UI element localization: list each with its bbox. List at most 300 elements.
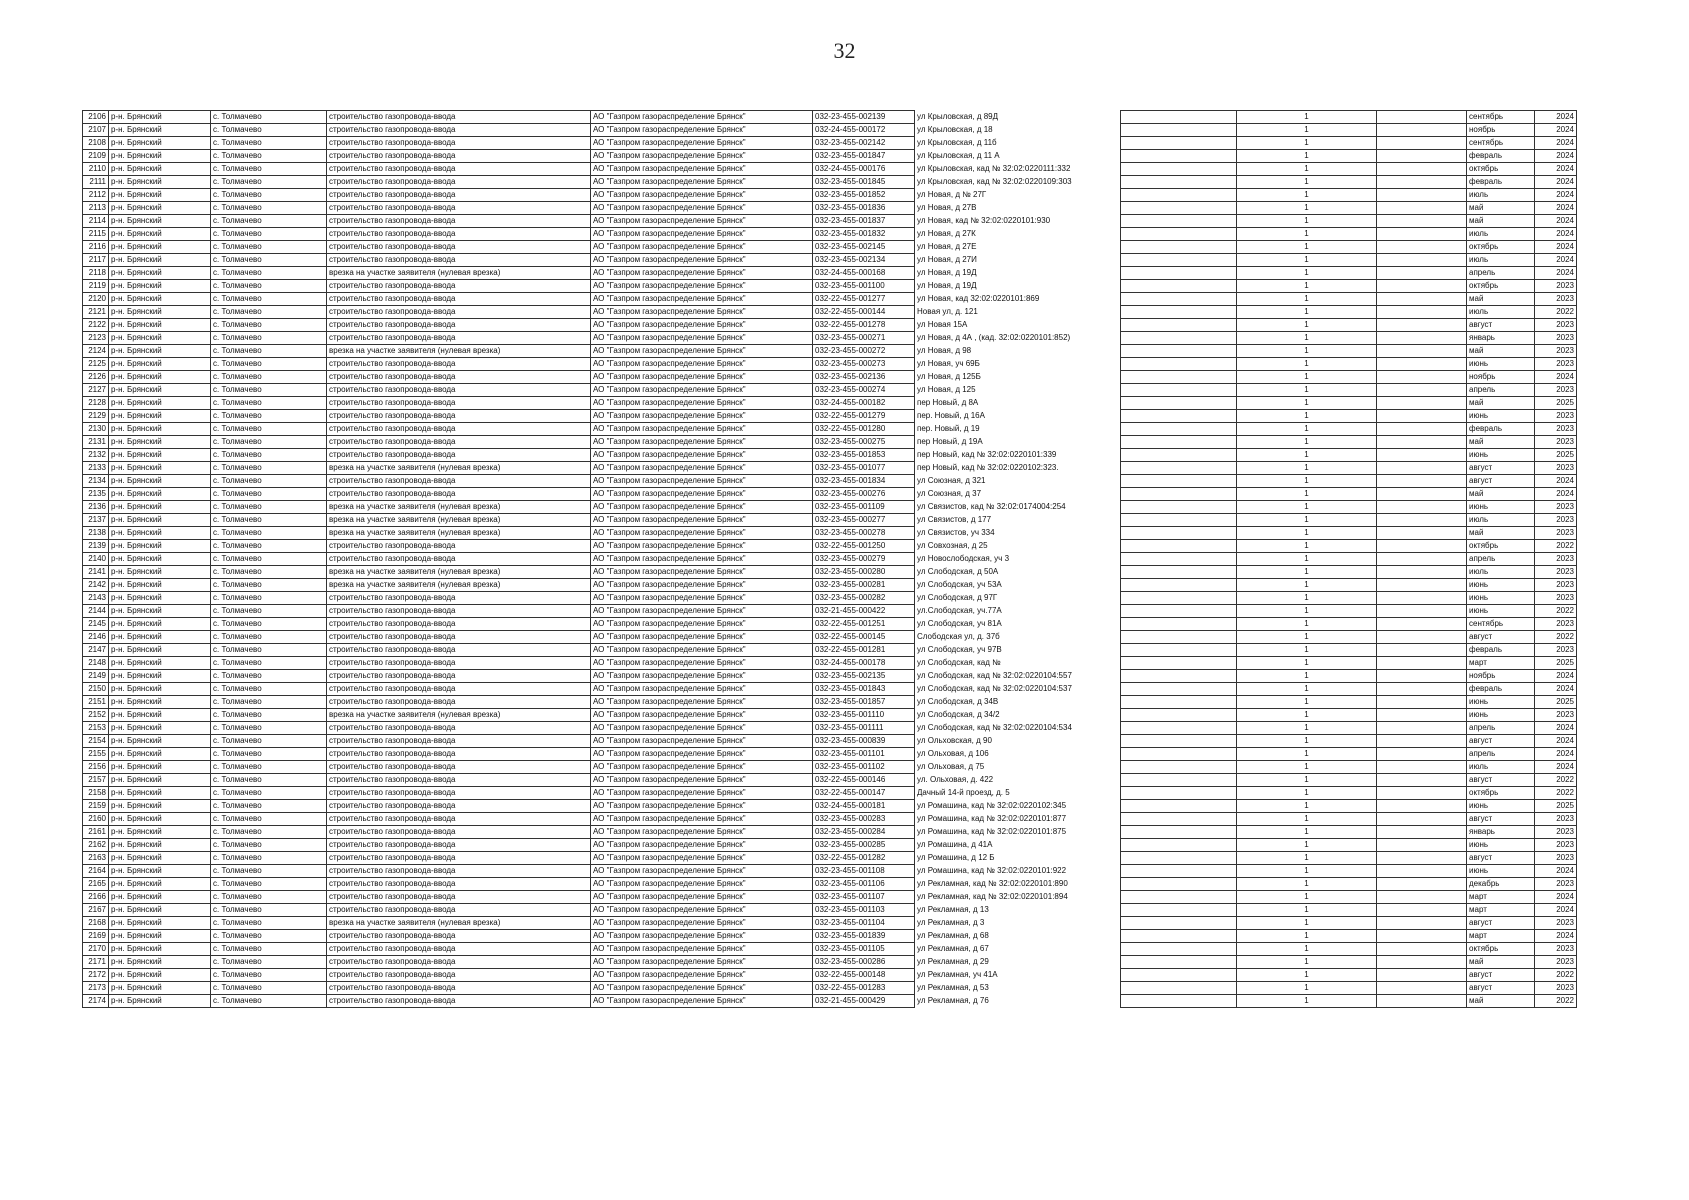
application-number-cell: 032-24-455-000168 xyxy=(813,267,915,280)
address-cell: ул Слободская, д 34В xyxy=(917,697,999,706)
work-type-cell: врезка на участке заявителя (нулевая врезка) xyxy=(327,267,591,280)
application-number-cell: 032-23-455-002135 xyxy=(813,670,915,683)
month-cell: март xyxy=(1467,657,1535,670)
locality-cell: с. Толмачево xyxy=(211,995,327,1008)
quantity-cell: 1 xyxy=(1237,215,1377,228)
locality-cell: с. Толмачево xyxy=(211,969,327,982)
year-cell: 2022 xyxy=(1535,540,1577,553)
application-number-cell: 032-23-455-001847 xyxy=(813,150,915,163)
blank-cell xyxy=(1121,475,1237,488)
month-cell: июль xyxy=(1467,228,1535,241)
row-number: 2117 xyxy=(83,254,109,267)
quantity-cell: 1 xyxy=(1237,696,1377,709)
blank-cell xyxy=(1121,566,1237,579)
month-cell: ноябрь xyxy=(1467,670,1535,683)
year-cell: 2024 xyxy=(1535,189,1577,202)
work-type-cell: врезка на участке заявителя (нулевая врезка) xyxy=(327,579,591,592)
blank-cell xyxy=(1121,449,1237,462)
locality-cell: с. Толмачево xyxy=(211,579,327,592)
month-cell: август xyxy=(1467,917,1535,930)
organization-cell: АО "Газпром газораспределение Брянск" xyxy=(591,436,813,449)
table-row xyxy=(83,540,1577,553)
work-type-cell: врезка на участке заявителя (нулевая врезка) xyxy=(327,462,591,475)
organization-cell: АО "Газпром газораспределение Брянск" xyxy=(591,163,813,176)
district-cell: р-н. Брянский xyxy=(109,865,211,878)
address-cell: ул Новая, д 19Д xyxy=(917,281,977,290)
blank-cell xyxy=(1377,644,1467,657)
blank-cell xyxy=(1121,969,1237,982)
year-cell: 2024 xyxy=(1535,891,1577,904)
organization-cell: АО "Газпром газораспределение Брянск" xyxy=(591,709,813,722)
month-cell: март xyxy=(1467,930,1535,943)
locality-cell: с. Толмачево xyxy=(211,982,327,995)
blank-cell xyxy=(1121,176,1237,189)
district-cell: р-н. Брянский xyxy=(109,280,211,293)
organization-cell: АО "Газпром газораспределение Брянск" xyxy=(591,345,813,358)
table-row xyxy=(83,358,1577,371)
month-cell: февраль xyxy=(1467,150,1535,163)
organization-cell: АО "Газпром газораспределение Брянск" xyxy=(591,540,813,553)
application-number-cell: 032-23-455-001857 xyxy=(813,696,915,709)
blank-cell xyxy=(1377,475,1467,488)
work-type-cell: строительство газопровода-ввода xyxy=(327,202,591,215)
quantity-cell: 1 xyxy=(1237,605,1377,618)
blank-cell xyxy=(1121,189,1237,202)
table-row xyxy=(83,631,1577,644)
work-type-cell: строительство газопровода-ввода xyxy=(327,787,591,800)
row-number: 2161 xyxy=(83,826,109,839)
blank-cell xyxy=(1377,943,1467,956)
quantity-cell: 1 xyxy=(1237,800,1377,813)
blank-cell xyxy=(1121,410,1237,423)
blank-cell xyxy=(1377,423,1467,436)
year-cell: 2024 xyxy=(1535,475,1577,488)
row-number: 2155 xyxy=(83,748,109,761)
organization-cell: АО "Газпром газораспределение Брянск" xyxy=(591,475,813,488)
table-row xyxy=(83,384,1577,397)
blank-cell xyxy=(1377,293,1467,306)
quantity-cell: 1 xyxy=(1237,943,1377,956)
blank-cell xyxy=(1377,592,1467,605)
application-number-cell: 032-23-455-002145 xyxy=(813,241,915,254)
district-cell: р-н. Брянский xyxy=(109,748,211,761)
year-cell: 2024 xyxy=(1535,215,1577,228)
month-cell: июль xyxy=(1467,514,1535,527)
blank-cell xyxy=(1377,865,1467,878)
organization-cell: АО "Газпром газораспределение Брянск" xyxy=(591,865,813,878)
application-number-cell: 032-23-455-001836 xyxy=(813,202,915,215)
blank-cell xyxy=(1121,852,1237,865)
year-cell: 2023 xyxy=(1535,553,1577,566)
blank-cell xyxy=(1377,150,1467,163)
row-number: 2130 xyxy=(83,423,109,436)
year-cell: 2023 xyxy=(1535,332,1577,345)
row-number: 2151 xyxy=(83,696,109,709)
work-type-cell: строительство газопровода-ввода xyxy=(327,124,591,137)
locality-cell: с. Толмачево xyxy=(211,410,327,423)
blank-cell xyxy=(1121,280,1237,293)
quantity-cell: 1 xyxy=(1237,176,1377,189)
month-cell: сентябрь xyxy=(1467,618,1535,631)
blank-cell xyxy=(1121,878,1237,891)
month-cell: февраль xyxy=(1467,644,1535,657)
blank-cell xyxy=(1121,735,1237,748)
row-number: 2119 xyxy=(83,280,109,293)
work-type-cell: строительство газопровода-ввода xyxy=(327,930,591,943)
row-number: 2122 xyxy=(83,319,109,332)
district-cell: р-н. Брянский xyxy=(109,111,211,124)
year-cell: 2023 xyxy=(1535,462,1577,475)
district-cell: р-н. Брянский xyxy=(109,839,211,852)
month-cell: май xyxy=(1467,202,1535,215)
quantity-cell: 1 xyxy=(1237,150,1377,163)
month-cell: август xyxy=(1467,774,1535,787)
blank-cell xyxy=(1121,215,1237,228)
table-row xyxy=(83,228,1577,241)
table-row xyxy=(83,332,1577,345)
blank-cell xyxy=(1121,124,1237,137)
application-number-cell: 032-24-455-000178 xyxy=(813,657,915,670)
table-row xyxy=(83,774,1577,787)
application-number-cell: 032-23-455-001108 xyxy=(813,865,915,878)
application-number-cell: 032-23-455-000275 xyxy=(813,436,915,449)
row-number: 2115 xyxy=(83,228,109,241)
table-row xyxy=(83,709,1577,722)
district-cell: р-н. Брянский xyxy=(109,943,211,956)
row-number: 2123 xyxy=(83,332,109,345)
organization-cell: АО "Газпром газораспределение Брянск" xyxy=(591,397,813,410)
year-cell: 2024 xyxy=(1535,930,1577,943)
work-type-cell: строительство газопровода-ввода xyxy=(327,878,591,891)
blank-cell xyxy=(1121,787,1237,800)
work-type-cell: строительство газопровода-ввода xyxy=(327,800,591,813)
table-row xyxy=(83,345,1577,358)
quantity-cell: 1 xyxy=(1237,995,1377,1008)
quantity-cell: 1 xyxy=(1237,124,1377,137)
month-cell: март xyxy=(1467,891,1535,904)
year-cell: 2024 xyxy=(1535,735,1577,748)
month-cell: август xyxy=(1467,813,1535,826)
district-cell: р-н. Брянский xyxy=(109,384,211,397)
year-cell: 2024 xyxy=(1535,241,1577,254)
organization-cell: АО "Газпром газораспределение Брянск" xyxy=(591,553,813,566)
address-cell: ул Слободская, уч 81А xyxy=(917,619,1002,628)
blank-cell xyxy=(1377,228,1467,241)
district-cell: р-н. Брянский xyxy=(109,735,211,748)
locality-cell: с. Толмачево xyxy=(211,670,327,683)
row-number: 2107 xyxy=(83,124,109,137)
table-row xyxy=(83,137,1577,150)
blank-cell xyxy=(1121,163,1237,176)
organization-cell: АО "Газпром газораспределение Брянск" xyxy=(591,813,813,826)
blank-cell xyxy=(1121,345,1237,358)
quantity-cell: 1 xyxy=(1237,761,1377,774)
year-cell: 2024 xyxy=(1535,683,1577,696)
locality-cell: с. Толмачево xyxy=(211,709,327,722)
application-number-cell: 032-23-455-002142 xyxy=(813,137,915,150)
year-cell: 2023 xyxy=(1535,319,1577,332)
month-cell: август xyxy=(1467,462,1535,475)
address-cell: ул Рекламная, кад № 32:02:0220101:894 xyxy=(917,892,1068,901)
table-row xyxy=(83,514,1577,527)
blank-cell xyxy=(1121,514,1237,527)
organization-cell: АО "Газпром газораспределение Брянск" xyxy=(591,995,813,1008)
blank-cell xyxy=(1121,254,1237,267)
row-number: 2163 xyxy=(83,852,109,865)
quantity-cell: 1 xyxy=(1237,501,1377,514)
table-row xyxy=(83,748,1577,761)
blank-cell xyxy=(1377,111,1467,124)
organization-cell: АО "Газпром газораспределение Брянск" xyxy=(591,852,813,865)
quantity-cell: 1 xyxy=(1237,137,1377,150)
blank-cell xyxy=(1377,774,1467,787)
work-type-cell: строительство газопровода-ввода xyxy=(327,813,591,826)
row-number: 2111 xyxy=(83,176,109,189)
district-cell: р-н. Брянский xyxy=(109,397,211,410)
year-cell: 2022 xyxy=(1535,605,1577,618)
work-type-cell: строительство газопровода-ввода xyxy=(327,358,591,371)
district-cell: р-н. Брянский xyxy=(109,826,211,839)
address-cell: ул Союзная, д 37 xyxy=(917,489,982,498)
quantity-cell: 1 xyxy=(1237,332,1377,345)
district-cell: р-н. Брянский xyxy=(109,475,211,488)
application-number-cell: 032-22-455-001281 xyxy=(813,644,915,657)
locality-cell: с. Толмачево xyxy=(211,150,327,163)
address-cell: ул Ромашина, д 12 Б xyxy=(917,853,995,862)
organization-cell: АО "Газпром газораспределение Брянск" xyxy=(591,579,813,592)
locality-cell: с. Толмачево xyxy=(211,280,327,293)
locality-cell: с. Толмачево xyxy=(211,137,327,150)
application-number-cell: 032-21-455-000422 xyxy=(813,605,915,618)
month-cell: октябрь xyxy=(1467,280,1535,293)
district-cell: р-н. Брянский xyxy=(109,202,211,215)
blank-cell xyxy=(1121,995,1237,1008)
blank-cell xyxy=(1121,241,1237,254)
locality-cell: с. Толмачево xyxy=(211,488,327,501)
year-cell: 2024 xyxy=(1535,111,1577,124)
month-cell: июль xyxy=(1467,761,1535,774)
application-number-cell: 032-23-455-001107 xyxy=(813,891,915,904)
blank-cell xyxy=(1121,605,1237,618)
table-row xyxy=(83,670,1577,683)
blank-cell xyxy=(1121,839,1237,852)
quantity-cell: 1 xyxy=(1237,644,1377,657)
work-type-cell: строительство газопровода-ввода xyxy=(327,423,591,436)
month-cell: октябрь xyxy=(1467,241,1535,254)
district-cell: р-н. Брянский xyxy=(109,527,211,540)
district-cell: р-н. Брянский xyxy=(109,241,211,254)
work-type-cell: строительство газопровода-ввода xyxy=(327,111,591,124)
month-cell: февраль xyxy=(1467,176,1535,189)
work-type-cell: строительство газопровода-ввода xyxy=(327,293,591,306)
quantity-cell: 1 xyxy=(1237,254,1377,267)
work-type-cell: строительство газопровода-ввода xyxy=(327,631,591,644)
blank-cell xyxy=(1377,878,1467,891)
application-number-cell: 032-23-455-001105 xyxy=(813,943,915,956)
application-number-cell: 032-23-455-001109 xyxy=(813,501,915,514)
row-number: 2153 xyxy=(83,722,109,735)
district-cell: р-н. Брянский xyxy=(109,176,211,189)
year-cell: 2024 xyxy=(1535,202,1577,215)
district-cell: р-н. Брянский xyxy=(109,332,211,345)
locality-cell: с. Толмачево xyxy=(211,501,327,514)
locality-cell: с. Толмачево xyxy=(211,592,327,605)
work-type-cell: строительство газопровода-ввода xyxy=(327,410,591,423)
blank-cell xyxy=(1377,540,1467,553)
work-type-cell: строительство газопровода-ввода xyxy=(327,995,591,1008)
district-cell: р-н. Брянский xyxy=(109,722,211,735)
address-cell: ул Слободская, д 97Г xyxy=(917,593,998,602)
year-cell: 2025 xyxy=(1535,657,1577,670)
table-row xyxy=(83,527,1577,540)
application-number-cell: 032-22-455-001278 xyxy=(813,319,915,332)
blank-cell xyxy=(1121,384,1237,397)
organization-cell: АО "Газпром газораспределение Брянск" xyxy=(591,761,813,774)
locality-cell: с. Толмачево xyxy=(211,748,327,761)
locality-cell: с. Толмачево xyxy=(211,956,327,969)
locality-cell: с. Толмачево xyxy=(211,423,327,436)
locality-cell: с. Толмачево xyxy=(211,475,327,488)
blank-cell xyxy=(1377,605,1467,618)
row-number: 2113 xyxy=(83,202,109,215)
month-cell: июль xyxy=(1467,306,1535,319)
district-cell: р-н. Брянский xyxy=(109,800,211,813)
year-cell: 2023 xyxy=(1535,917,1577,930)
district-cell: р-н. Брянский xyxy=(109,267,211,280)
row-number: 2131 xyxy=(83,436,109,449)
row-number: 2127 xyxy=(83,384,109,397)
work-type-cell: строительство газопровода-ввода xyxy=(327,488,591,501)
row-number: 2109 xyxy=(83,150,109,163)
quantity-cell: 1 xyxy=(1237,319,1377,332)
blank-cell xyxy=(1121,748,1237,761)
month-cell: май xyxy=(1467,397,1535,410)
address-cell: ул Связистов, кад № 32:02:0174004:254 xyxy=(917,502,1066,511)
row-number: 2146 xyxy=(83,631,109,644)
table-row xyxy=(83,254,1577,267)
district-cell: р-н. Брянский xyxy=(109,345,211,358)
district-cell: р-н. Брянский xyxy=(109,579,211,592)
blank-cell xyxy=(1377,449,1467,462)
organization-cell: АО "Газпром газораспределение Брянск" xyxy=(591,839,813,852)
blank-cell xyxy=(1377,488,1467,501)
quantity-cell: 1 xyxy=(1237,722,1377,735)
table-row xyxy=(83,878,1577,891)
quantity-cell: 1 xyxy=(1237,345,1377,358)
month-cell: май xyxy=(1467,527,1535,540)
quantity-cell: 1 xyxy=(1237,462,1377,475)
work-type-cell: строительство газопровода-ввода xyxy=(327,553,591,566)
quantity-cell: 1 xyxy=(1237,748,1377,761)
blank-cell xyxy=(1121,202,1237,215)
quantity-cell: 1 xyxy=(1237,488,1377,501)
row-number: 2171 xyxy=(83,956,109,969)
table-row xyxy=(83,696,1577,709)
row-number: 2147 xyxy=(83,644,109,657)
quantity-cell: 1 xyxy=(1237,683,1377,696)
address-cell: ул Слободская, кад № 32:02:0220104:557 xyxy=(917,671,1072,680)
row-number: 2116 xyxy=(83,241,109,254)
locality-cell: с. Толмачево xyxy=(211,774,327,787)
quantity-cell: 1 xyxy=(1237,891,1377,904)
work-type-cell: строительство газопровода-ввода xyxy=(327,826,591,839)
application-number-cell: 032-23-455-000277 xyxy=(813,514,915,527)
table-row xyxy=(83,657,1577,670)
quantity-cell: 1 xyxy=(1237,904,1377,917)
locality-cell: с. Толмачево xyxy=(211,683,327,696)
work-type-cell: врезка на участке заявителя (нулевая врезка) xyxy=(327,514,591,527)
quantity-cell: 1 xyxy=(1237,189,1377,202)
row-number: 2143 xyxy=(83,592,109,605)
blank-cell xyxy=(1377,241,1467,254)
row-number: 2152 xyxy=(83,709,109,722)
organization-cell: АО "Газпром газораспределение Брянск" xyxy=(591,137,813,150)
blank-cell xyxy=(1121,956,1237,969)
table-row xyxy=(83,683,1577,696)
organization-cell: АО "Газпром газораспределение Брянск" xyxy=(591,956,813,969)
application-number-cell: 032-22-455-000148 xyxy=(813,969,915,982)
blank-cell xyxy=(1121,332,1237,345)
month-cell: май xyxy=(1467,436,1535,449)
quantity-cell: 1 xyxy=(1237,514,1377,527)
blank-cell xyxy=(1121,631,1237,644)
quantity-cell: 1 xyxy=(1237,566,1377,579)
quantity-cell: 1 xyxy=(1237,436,1377,449)
month-cell: июнь xyxy=(1467,865,1535,878)
organization-cell: АО "Газпром газораспределение Брянск" xyxy=(591,384,813,397)
work-type-cell: строительство газопровода-ввода xyxy=(327,969,591,982)
organization-cell: АО "Газпром газораспределение Брянск" xyxy=(591,605,813,618)
locality-cell: с. Толмачево xyxy=(211,111,327,124)
month-cell: апрель xyxy=(1467,553,1535,566)
blank-cell xyxy=(1121,553,1237,566)
year-cell: 2024 xyxy=(1535,670,1577,683)
address-cell: пер. Новый, д 16А xyxy=(917,411,985,420)
blank-cell xyxy=(1377,813,1467,826)
application-number-cell: 032-23-455-001103 xyxy=(813,904,915,917)
address-cell: ул Рекламная, д 76 xyxy=(917,996,989,1005)
row-number: 2108 xyxy=(83,137,109,150)
address-cell: ул Рекламная, уч 41А xyxy=(917,970,998,979)
quantity-cell: 1 xyxy=(1237,917,1377,930)
table-row xyxy=(83,163,1577,176)
organization-cell: АО "Газпром газораспределение Брянск" xyxy=(591,410,813,423)
blank-cell xyxy=(1377,345,1467,358)
application-number-cell: 032-23-455-001110 xyxy=(813,709,915,722)
row-number: 2136 xyxy=(83,501,109,514)
work-type-cell: строительство газопровода-ввода xyxy=(327,215,591,228)
work-type-cell: строительство газопровода-ввода xyxy=(327,761,591,774)
quantity-cell: 1 xyxy=(1237,202,1377,215)
blank-cell xyxy=(1121,371,1237,384)
application-number-cell: 032-23-455-000282 xyxy=(813,592,915,605)
locality-cell: с. Толмачево xyxy=(211,215,327,228)
row-number: 2126 xyxy=(83,371,109,384)
district-cell: р-н. Брянский xyxy=(109,982,211,995)
application-number-cell: 032-23-455-001843 xyxy=(813,683,915,696)
district-cell: р-н. Брянский xyxy=(109,306,211,319)
organization-cell: АО "Газпром газораспределение Брянск" xyxy=(591,891,813,904)
table-row xyxy=(83,111,1577,124)
work-type-cell: строительство газопровода-ввода xyxy=(327,436,591,449)
table-row xyxy=(83,215,1577,228)
work-type-cell: строительство газопровода-ввода xyxy=(327,475,591,488)
locality-cell: с. Толмачево xyxy=(211,813,327,826)
blank-cell xyxy=(1121,293,1237,306)
organization-cell: АО "Газпром газораспределение Брянск" xyxy=(591,319,813,332)
district-cell: р-н. Брянский xyxy=(109,670,211,683)
application-number-cell: 032-23-455-000284 xyxy=(813,826,915,839)
